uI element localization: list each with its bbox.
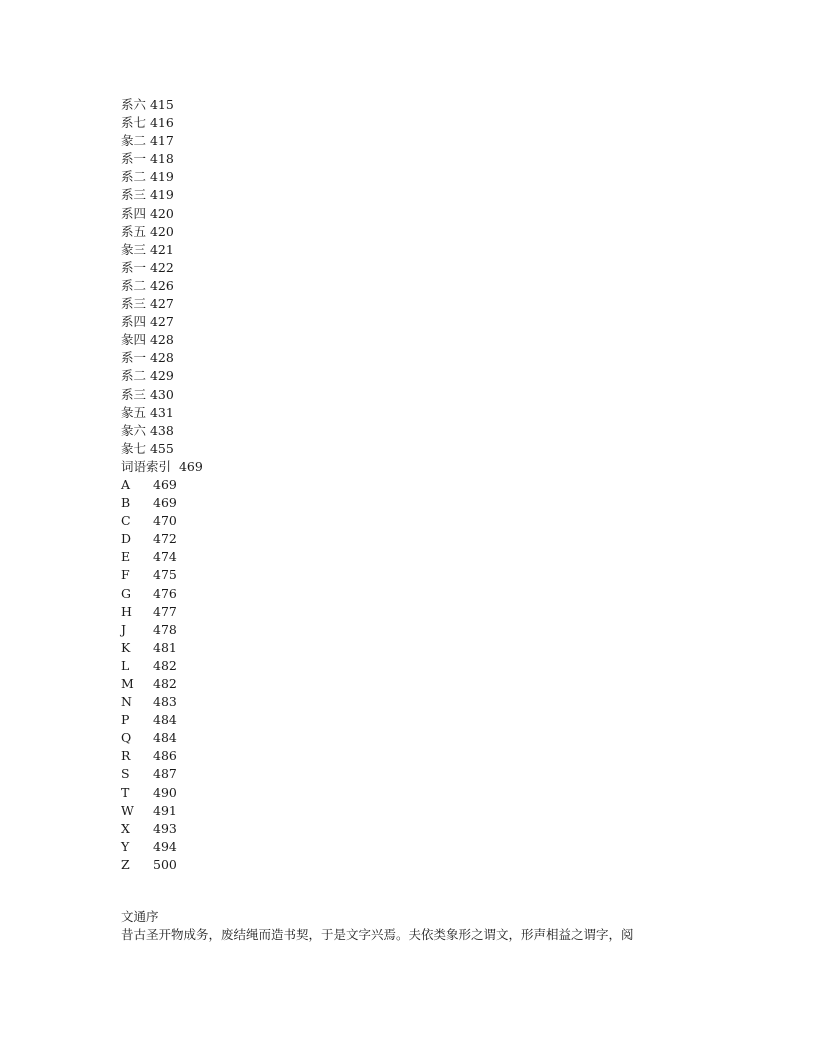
index-letter-entry (121, 585, 203, 603)
toc-entry: 系三 427 (121, 296, 174, 312)
toc-entry: 系二 419 (121, 169, 174, 185)
toc-entry: 系七 416 (121, 115, 174, 131)
index-letter: A (121, 476, 131, 492)
index-page-number: 474 (153, 549, 177, 565)
index-page-number: 486 (153, 748, 177, 764)
index-page-number: 494 (153, 838, 177, 854)
index-letter: M (121, 676, 134, 691)
toc-entry: 系一 418 (121, 151, 174, 167)
index-letter-entry (121, 603, 203, 621)
index-letter-entry (121, 693, 203, 711)
index-letter: P (121, 712, 130, 728)
toc-entry: 彖四 428 (121, 332, 174, 348)
index-page-number: 484 (153, 730, 177, 746)
index-letter: G (121, 585, 131, 601)
index-page-number: 469 (153, 476, 177, 492)
toc-entry: 系四 427 (121, 314, 174, 330)
toc-entry: 系三 430 (121, 386, 174, 402)
index-letter-entry (121, 639, 203, 657)
index-letter-entry (121, 747, 203, 765)
index-letter: B (121, 495, 131, 511)
index-letter-entry (121, 548, 203, 566)
index-page-number: 478 (153, 621, 177, 637)
index-page-number: 493 (153, 820, 177, 836)
index-letter-entry (121, 856, 203, 874)
index-page-number: 472 (153, 531, 177, 547)
index-letter: T (121, 784, 130, 800)
index-letter: N (121, 694, 132, 710)
toc-entry: 系一 422 (121, 259, 174, 275)
index-page-number: 500 (153, 856, 177, 872)
toc-entry: 系五 420 (121, 223, 174, 239)
index-page-number: 484 (153, 712, 177, 728)
toc-entry: 系三 419 (121, 187, 174, 203)
index-page-number: 483 (153, 694, 177, 710)
toc-entry: 彖五 431 (121, 404, 174, 420)
index-page-number: 481 (153, 639, 177, 655)
index-letter: D (121, 531, 132, 547)
index-page-number: 482 (153, 676, 177, 691)
index-letter: L (121, 657, 130, 673)
index-page-number: 475 (153, 567, 177, 583)
index-letter: Y (121, 838, 130, 854)
toc-entry: 系六 415 (121, 97, 174, 112)
index-letter-entry (121, 566, 203, 584)
index-letter: C (121, 513, 131, 529)
index-letter-entry (121, 765, 203, 783)
index-letter-entry (121, 657, 203, 675)
index-letter: H (121, 603, 132, 619)
index-letter: Z (121, 856, 130, 872)
index-page-number: 470 (153, 513, 177, 529)
index-letter: S (121, 766, 130, 782)
preface-section (121, 908, 634, 944)
index-letter-entry (121, 729, 203, 747)
index-letter: J (121, 621, 127, 637)
index-letter-entry (121, 820, 203, 838)
toc-entry: 彖七 455 (121, 440, 174, 456)
index-letter-entry (121, 530, 203, 548)
index-page-number: 469 (153, 495, 177, 511)
toc-entry: 系二 426 (121, 277, 174, 293)
index-page-number: 487 (153, 766, 177, 782)
index-letter: K (121, 639, 131, 655)
section-title: 文通序 (121, 909, 159, 924)
index-page-number: 490 (153, 784, 177, 800)
toc-entry: 彖六 438 (121, 422, 174, 438)
index-letter-entry (121, 675, 203, 693)
index-page-number: 477 (153, 603, 177, 619)
index-letter-entry (121, 838, 203, 856)
index-letter-entry (121, 784, 203, 802)
index-letter: F (121, 567, 130, 583)
toc-entry: 系一 428 (121, 350, 174, 366)
toc-entry: 词语索引 469 (121, 458, 203, 474)
section-text: 昔古圣开物成务，废结绳而造书契，于是文字兴焉。夫依类象形之谓文，形声相益之谓字，阅 (121, 927, 634, 942)
toc-entry: 系四 420 (121, 205, 174, 221)
index-letter-entry (121, 512, 203, 530)
table-of-contents (121, 96, 203, 874)
toc-entry: 彖三 421 (121, 241, 174, 257)
index-page-number: 476 (153, 585, 177, 601)
toc-entry: 系二 429 (121, 368, 174, 384)
index-letter-entry (121, 802, 203, 820)
index-letter: R (121, 748, 131, 764)
index-page-number: 491 (153, 802, 177, 818)
index-letter: Q (121, 730, 132, 746)
index-letter-entry (121, 476, 203, 494)
index-letter-entry (121, 494, 203, 512)
index-letter: X (121, 820, 130, 836)
index-letter: W (121, 802, 134, 818)
index-letter-entry (121, 711, 203, 729)
index-letter-entry (121, 621, 203, 639)
index-letter: E (121, 549, 131, 565)
toc-entry: 彖二 417 (121, 133, 174, 149)
index-page-number: 482 (153, 657, 177, 673)
